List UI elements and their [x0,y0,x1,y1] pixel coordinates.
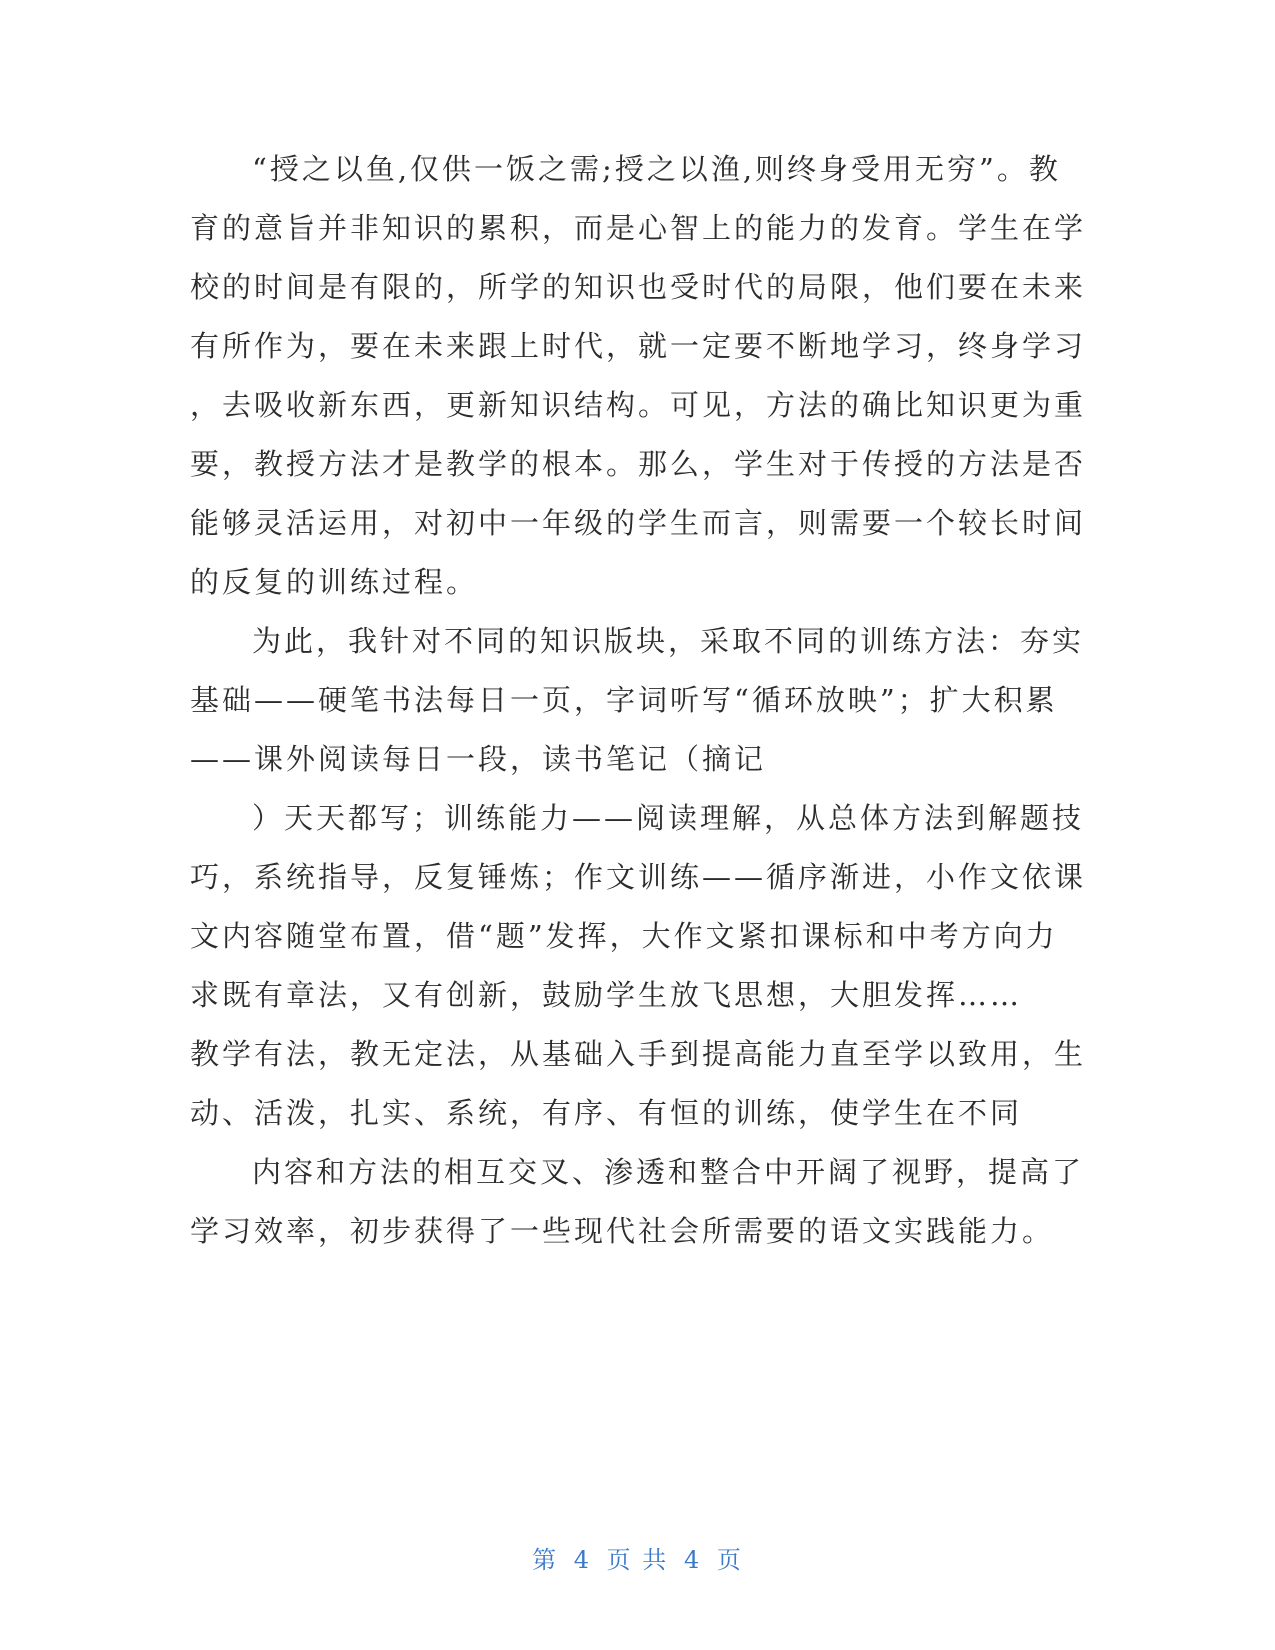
text-line: 能够灵活运用，对初中一年级的学生而言，则需要一个较长时间 [190,506,1087,540]
footer-suffix: 页 [716,1546,743,1574]
current-page-number: 4 [573,1546,592,1574]
text-line: ）天天都写；训练能力——阅读理解，从总体方法到解题技 [252,801,1085,835]
total-page-number: 4 [683,1546,702,1574]
text-line: 基础——硬笔书法每日一页，字词听写“循环放映”；扩大积累 [190,683,1058,717]
text-line: 巧，系统指导，反复锤炼；作文训练——循序渐进，小作文依课 [190,860,1087,894]
text-line: 求既有章法，又有创新，鼓励学生放飞思想，大胆发挥…… [190,978,1023,1012]
text-line: 文内容随堂布置，借“题”发挥，大作文紧扣课标和中考方向力 [190,919,1058,953]
text-line: 校的时间是有限的，所学的知识也受时代的局限，他们要在未来 [190,270,1087,304]
text-line: 学习效率，初步获得了一些现代社会所需要的语文实践能力。 [190,1214,1055,1248]
text-line: “授之以鱼,仅供一饭之需;授之以渔,则终身受用无穷”。教 [252,152,1061,186]
text-line: 要，教授方法才是教学的根本。那么，学生对于传授的方法是否 [190,447,1087,481]
text-line: ，去吸收新东西，更新知识结构。可见，方法的确比知识更为重 [190,388,1087,422]
text-line: 为此，我针对不同的知识版块，采取不同的训练方法：夯实 [252,624,1085,658]
text-line: 教学有法，教无定法，从基础入手到提高能力直至学以致用，生 [190,1037,1087,1071]
text-line: 的反复的训练过程。 [190,565,479,599]
footer-middle: 页 共 [606,1546,669,1574]
text-line: 育的意旨并非知识的累积，而是心智上的能力的发育。学生在学 [190,211,1087,245]
text-line: 动、活泼，扎实、系统，有序、有恒的训练，使学生在不同 [190,1096,1023,1130]
document-body [190,140,1087,1261]
text-line: 内容和方法的相互交叉、渗透和整合中开阔了视野，提高了 [252,1155,1085,1189]
text-line: 有所作为，要在未来跟上时代，就一定要不断地学习，终身学习 [190,329,1087,363]
footer-prefix: 第 [532,1546,559,1574]
page-footer [0,1540,1275,1575]
text-line: ——课外阅读每日一段，读书笔记（摘记 [190,742,767,776]
